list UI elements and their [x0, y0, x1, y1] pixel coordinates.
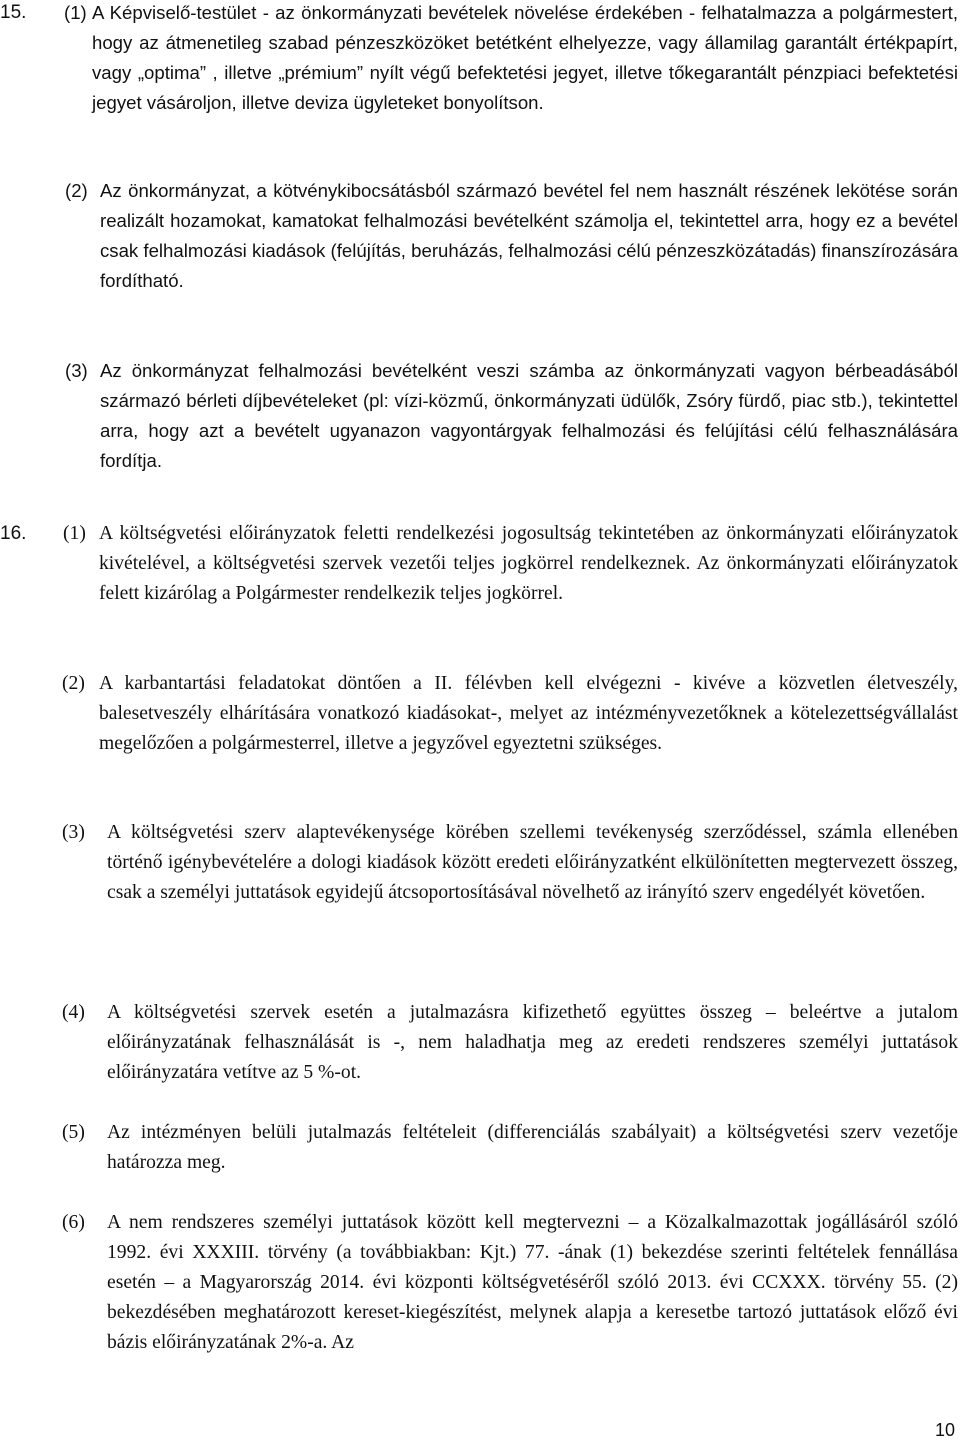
- paragraph-15-1: [64, 0, 958, 118]
- paragraph-16-6: [62, 1208, 958, 1358]
- paragraph-text: A költségvetési előirányzatok feletti rendelkezési jogosultság tekintetében az önkormányzati előirányzatok kivételével, a költségvetési szervek vezetői teljes jogkörrel rendelkeznek. Az önkormányzati előirányzatok felett kizárólag a Polgármester rendelkezik teljes jogkörrel.: [99, 523, 958, 604]
- paragraph-text: Az önkormányzat, a kötvénykibocsátásból származó bevétel fel nem használt részének lekötése során realizált hozamokat, kamatokat felhalmozási bevételként számolja el, tekintettel arra, hogy ez a bevétel csak felhalmozási kiadások (felújítás, beruházás, felhalmozási célú pénzeszközátadás) finanszírozására fordítható.: [100, 180, 958, 291]
- paragraph-16-2: [62, 669, 958, 759]
- section-number: 15.: [0, 2, 27, 23]
- paragraph-label: (2): [62, 673, 85, 694]
- page-number: 10: [934, 1420, 955, 1440]
- paragraph-text: A Képviselő-testület - az önkormányzati bevételek növelése érdekében - felhatalmazza a polgármestert, hogy az átmenetileg szabad pénzeszközöket betétként elhelyezze, vagy államilag garantált értékpapírt, vagy „optima” , illetve „prémium” nyílt végű befektetési jegyet, illetve tőkegarantált pénzpiaci befektetési jegyet vásároljon, illetve deviza ügyleteket bonyolítson.: [92, 2, 958, 113]
- paragraph-text: Az intézményen belüli jutalmazás feltételeit (differenciálás szabályait) a költségvetési szerv vezetője határozza meg.: [107, 1122, 958, 1173]
- paragraph-label: (4): [62, 1002, 85, 1023]
- paragraph-text: Az önkormányzat felhalmozási bevételként veszi számba az önkormányzati vagyon bérbeadásából származó bérleti díjbevételeket (pl: vízi-közmű, önkormányzati üdülők, Zsóry fürdő, piac stb.), tekintettel arra, hogy azt a bevételt ugyanazon vagyontárgyak felhalmozási és felújítási célú felhasználására fordítja.: [100, 360, 958, 471]
- paragraph-15-2: [65, 176, 958, 296]
- paragraph-16-1: [63, 519, 958, 609]
- paragraph-label: (5): [62, 1122, 85, 1143]
- paragraph-15-3: [65, 356, 958, 476]
- paragraph-16-5: [62, 1118, 958, 1178]
- paragraph-label: (3): [65, 360, 88, 381]
- paragraph-label: (3): [62, 822, 85, 843]
- paragraph-label: (6): [62, 1212, 85, 1233]
- paragraph-label: (1): [63, 523, 86, 544]
- section-number: 16.: [0, 523, 27, 544]
- paragraph-text: A nem rendszeres személyi juttatások között kell megtervezni – a Közalkalmazottak jogállásáról szóló 1992. évi XXXIII. törvény (a továbbiakban: Kjt.) 77. -ának (1) bekezdése szerinti feltételek fennállása esetén – a Magyarország 2014. évi központi költségvetéséről szóló 2013. évi CCXXX. törvény 55. (2) bekezdésében meghatározott kereset-kiegészítést, melynek alapja a keresetbe tartozó juttatások előző évi bázis előirányzatának 2%-a. Az: [107, 1212, 958, 1353]
- paragraph-16-4: [62, 998, 958, 1088]
- paragraph-16-3: [62, 818, 958, 908]
- paragraph-text: A költségvetési szerv alaptevékenysége körében szellemi tevékenység szerződéssel, számla ellenében történő igénybevételére a dologi kiadások között eredeti előirányzatként elkülönítetten megtervezett összeg, csak a személyi juttatások egyidejű átcsoportosításával növelhető az irányító szerv engedélyét követően.: [107, 822, 958, 903]
- paragraph-text: A költségvetési szervek esetén a jutalmazásra kifizethető együttes összeg – beleértve a jutalom előirányzatának felhasználását is -, nem haladhatja meg az eredeti rendszeres személyi juttatások előirányzatára vetítve az 5 %-ot.: [107, 1002, 958, 1083]
- paragraph-label: (2): [65, 180, 88, 201]
- paragraph-text: A karbantartási feladatokat döntően a II. félévben kell elvégezni - kivéve a közvetlen életveszély, balesetveszély elhárítására vonatkozó kiadásokat-, melyet az intézményvezetőknek a kötelezettségvállalást megelőzően a polgármesterrel, illetve a jegyzővel egyeztetni szükséges.: [99, 673, 958, 754]
- paragraph-label: (1): [64, 2, 87, 23]
